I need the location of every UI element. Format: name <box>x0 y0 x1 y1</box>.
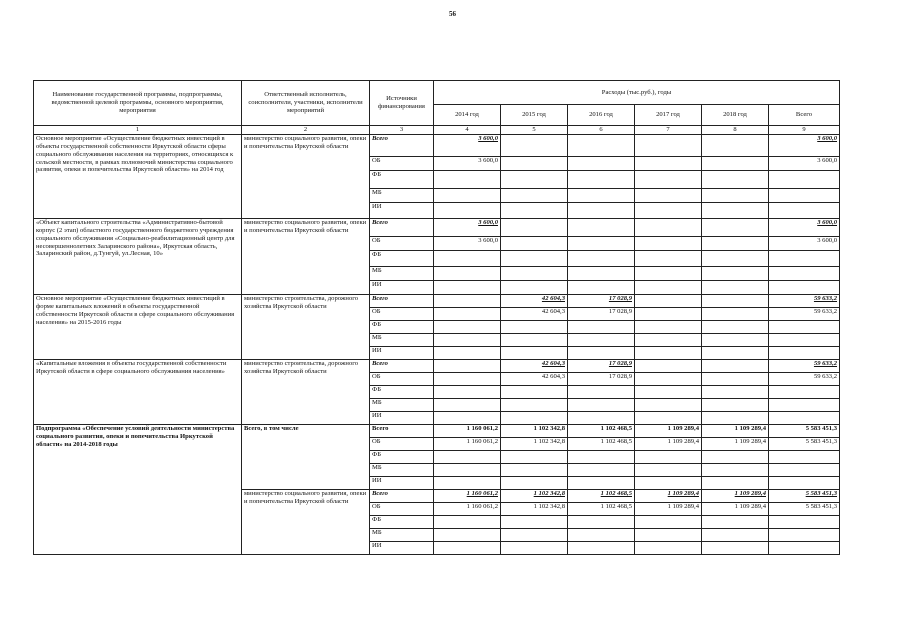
value-cell: 1 109 289,4 <box>635 437 702 450</box>
source-label: Всего <box>370 424 434 437</box>
value-cell <box>769 476 840 489</box>
value-cell <box>434 411 501 424</box>
value-cell <box>635 450 702 463</box>
value-cell <box>501 450 568 463</box>
column-number: 5 <box>501 126 568 135</box>
value-cell <box>635 156 702 170</box>
value-cell: 59 633,2 <box>769 294 840 307</box>
value-cell <box>568 541 635 554</box>
source-label: ОБ <box>370 307 434 320</box>
value-cell <box>434 346 501 359</box>
value-cell <box>769 385 840 398</box>
value-cell <box>702 188 769 202</box>
value-cell <box>501 188 568 202</box>
value-cell <box>434 202 501 218</box>
value-cell <box>635 333 702 346</box>
value-cell: 1 160 061,2 <box>434 437 501 450</box>
value-cell <box>635 236 702 250</box>
value-cell <box>501 346 568 359</box>
value-cell <box>702 463 769 476</box>
value-cell <box>635 134 702 156</box>
value-cell: 59 633,2 <box>769 359 840 372</box>
value-cell: 1 102 342,8 <box>501 502 568 515</box>
value-cell: 42 604,3 <box>501 294 568 307</box>
value-cell <box>635 307 702 320</box>
source-label: ОБ <box>370 437 434 450</box>
header-year: 2017 год <box>635 105 702 126</box>
value-cell <box>434 359 501 372</box>
value-cell <box>769 541 840 554</box>
value-cell <box>568 156 635 170</box>
source-label: ИИ <box>370 280 434 294</box>
source-label: ОБ <box>370 372 434 385</box>
value-cell <box>434 515 501 528</box>
value-cell <box>568 188 635 202</box>
value-cell <box>434 385 501 398</box>
value-cell <box>769 411 840 424</box>
item-executor: министерство социального развития, опеки и попечительства Иркутской области <box>242 134 370 218</box>
subprogram-executor-ministry: министерство социального развития, опеки и попечительства Иркутской области <box>242 489 370 554</box>
table-row <box>34 294 840 307</box>
source-label: МБ <box>370 188 434 202</box>
value-cell <box>702 333 769 346</box>
value-cell: 1 102 468,5 <box>568 424 635 437</box>
value-cell: 1 160 061,2 <box>434 502 501 515</box>
value-cell <box>501 515 568 528</box>
source-label: ОБ <box>370 502 434 515</box>
value-cell <box>769 450 840 463</box>
value-cell: 1 160 061,2 <box>434 489 501 502</box>
value-cell <box>702 218 769 236</box>
value-cell <box>635 372 702 385</box>
value-cell <box>769 170 840 188</box>
value-cell: 1 109 289,4 <box>702 489 769 502</box>
value-cell <box>434 170 501 188</box>
value-cell <box>635 515 702 528</box>
source-label: МБ <box>370 463 434 476</box>
value-cell <box>635 528 702 541</box>
value-cell <box>635 463 702 476</box>
value-cell: 3 600,0 <box>769 156 840 170</box>
value-cell <box>635 170 702 188</box>
column-number: 3 <box>370 126 434 135</box>
value-cell <box>434 372 501 385</box>
value-cell <box>702 359 769 372</box>
value-cell <box>635 385 702 398</box>
value-cell <box>702 385 769 398</box>
value-cell <box>702 294 769 307</box>
column-number: 7 <box>635 126 702 135</box>
value-cell: 42 604,3 <box>501 307 568 320</box>
source-label: ИИ <box>370 346 434 359</box>
value-cell <box>635 250 702 266</box>
source-label: МБ <box>370 398 434 411</box>
header-year: 2018 год <box>702 105 769 126</box>
value-cell <box>769 463 840 476</box>
value-cell <box>635 476 702 489</box>
value-cell <box>501 398 568 411</box>
value-cell: 5 583 451,3 <box>769 437 840 450</box>
value-cell <box>702 266 769 280</box>
subprogram-executor-total: Всего, в том числе <box>242 424 370 489</box>
value-cell <box>568 266 635 280</box>
source-label: ФБ <box>370 250 434 266</box>
value-cell <box>635 359 702 372</box>
value-cell <box>568 333 635 346</box>
value-cell: 1 102 342,8 <box>501 437 568 450</box>
value-cell <box>702 250 769 266</box>
value-cell: 5 583 451,3 <box>769 489 840 502</box>
header-executor: Ответственный исполнитель, соисполнители, участники, исполнители мероприятий <box>242 81 370 126</box>
value-cell <box>434 450 501 463</box>
header-year: 2016 год <box>568 105 635 126</box>
source-label: МБ <box>370 528 434 541</box>
value-cell <box>635 346 702 359</box>
value-cell <box>702 411 769 424</box>
value-cell <box>568 170 635 188</box>
value-cell <box>568 450 635 463</box>
column-number: 9 <box>769 126 840 135</box>
value-cell <box>702 372 769 385</box>
value-cell <box>635 218 702 236</box>
value-cell: 3 600,0 <box>434 134 501 156</box>
value-cell <box>702 280 769 294</box>
value-cell <box>635 411 702 424</box>
value-cell: 42 604,3 <box>501 359 568 372</box>
table-row <box>34 134 840 156</box>
source-label: Всего <box>370 218 434 236</box>
source-label: ФБ <box>370 450 434 463</box>
table-row <box>34 218 840 236</box>
value-cell <box>434 463 501 476</box>
value-cell <box>568 463 635 476</box>
source-label: ОБ <box>370 156 434 170</box>
value-cell <box>769 266 840 280</box>
value-cell <box>635 188 702 202</box>
value-cell: 1 160 061,2 <box>434 424 501 437</box>
value-cell <box>702 528 769 541</box>
value-cell <box>501 250 568 266</box>
value-cell <box>568 346 635 359</box>
source-label: ОБ <box>370 236 434 250</box>
column-number: 4 <box>434 126 501 135</box>
header-sources: Источники финансирования <box>370 81 434 126</box>
value-cell <box>434 266 501 280</box>
page-number: 56 <box>449 10 456 18</box>
value-cell <box>635 541 702 554</box>
value-cell <box>501 385 568 398</box>
source-label: ИИ <box>370 411 434 424</box>
value-cell <box>702 307 769 320</box>
source-label: ИИ <box>370 202 434 218</box>
value-cell: 17 028,9 <box>568 372 635 385</box>
value-cell: 3 600,0 <box>769 236 840 250</box>
value-cell <box>568 528 635 541</box>
value-cell <box>635 398 702 411</box>
value-cell: 3 600,0 <box>434 236 501 250</box>
value-cell: 1 102 468,5 <box>568 437 635 450</box>
value-cell <box>501 476 568 489</box>
value-cell: 42 604,3 <box>501 372 568 385</box>
value-cell: 3 600,0 <box>434 156 501 170</box>
source-label: ИИ <box>370 476 434 489</box>
value-cell <box>434 188 501 202</box>
value-cell <box>635 280 702 294</box>
value-cell: 5 583 451,3 <box>769 502 840 515</box>
value-cell <box>769 250 840 266</box>
table-row <box>34 424 840 437</box>
header-expenses: Расходы (тыс.руб.), годы <box>434 81 840 105</box>
source-label: МБ <box>370 333 434 346</box>
value-cell: 5 583 451,3 <box>769 424 840 437</box>
value-cell <box>501 266 568 280</box>
value-cell <box>568 476 635 489</box>
value-cell <box>434 398 501 411</box>
source-label: Всего <box>370 489 434 502</box>
value-cell <box>769 320 840 333</box>
item-executor: министерство строительства, дорожного хозяйства Иркутской области <box>242 359 370 424</box>
value-cell: 1 109 289,4 <box>702 437 769 450</box>
value-cell: 1 102 342,8 <box>501 424 568 437</box>
value-cell <box>501 528 568 541</box>
value-cell <box>769 202 840 218</box>
value-cell <box>568 515 635 528</box>
value-cell <box>769 333 840 346</box>
value-cell <box>501 202 568 218</box>
value-cell: 1 102 468,5 <box>568 489 635 502</box>
value-cell <box>702 134 769 156</box>
value-cell <box>568 398 635 411</box>
value-cell <box>702 236 769 250</box>
value-cell <box>702 202 769 218</box>
value-cell: 59 633,2 <box>769 307 840 320</box>
value-cell <box>434 476 501 489</box>
source-label: ФБ <box>370 320 434 333</box>
value-cell <box>434 320 501 333</box>
value-cell <box>769 398 840 411</box>
item-name: Основное мероприятие «Осуществление бюджетных инвестиций в объекты государственной собственности Иркутской области сферы социального обслуживания населения на территориях, относящихся к сельской местности, в рамках полномочий министерства социального развития, опеки и попечительства Иркутской области» на 2014 год <box>34 134 242 218</box>
value-cell <box>501 541 568 554</box>
value-cell: 3 600,0 <box>434 218 501 236</box>
value-cell <box>568 250 635 266</box>
source-label: ФБ <box>370 170 434 188</box>
source-label: Всего <box>370 359 434 372</box>
value-cell <box>702 170 769 188</box>
value-cell: 17 028,9 <box>568 307 635 320</box>
value-cell <box>434 280 501 294</box>
value-cell <box>501 280 568 294</box>
value-cell: 17 028,9 <box>568 294 635 307</box>
value-cell <box>702 476 769 489</box>
header-year: 2015 год <box>501 105 568 126</box>
value-cell: 59 633,2 <box>769 372 840 385</box>
value-cell <box>501 156 568 170</box>
value-cell <box>635 294 702 307</box>
item-name: «Объект капитального строительства «Административно-бытовой корпус (2 этап) областного государственного бюджетного учреждения социального обслуживания «Социально-реабилитационный центр для несовершеннолетних Заларинского района», Иркутская область, Заларинский район, д.Тунгуй, ул.Лесная, 10» <box>34 218 242 294</box>
value-cell <box>501 463 568 476</box>
value-cell <box>434 541 501 554</box>
value-cell: 1 102 342,8 <box>501 489 568 502</box>
value-cell <box>434 528 501 541</box>
column-number: 6 <box>568 126 635 135</box>
header-year: Всего <box>769 105 840 126</box>
value-cell <box>702 398 769 411</box>
table-row <box>34 359 840 372</box>
item-executor: министерство строительства, дорожного хозяйства Иркутской области <box>242 294 370 359</box>
value-cell: 1 102 468,5 <box>568 502 635 515</box>
value-cell: 1 109 289,4 <box>635 489 702 502</box>
budget-table <box>33 80 840 555</box>
value-cell <box>769 346 840 359</box>
value-cell <box>702 450 769 463</box>
value-cell <box>501 320 568 333</box>
item-name: Основное мероприятие «Осуществление бюджетных инвестиций в форме капитальных вложений в объекты государственной собственности Иркутской области в сфере социального обслуживания населения» на 2015-2016 годы <box>34 294 242 359</box>
value-cell <box>635 202 702 218</box>
source-label: Всего <box>370 294 434 307</box>
value-cell <box>434 250 501 266</box>
value-cell <box>769 280 840 294</box>
value-cell: 3 600,0 <box>769 218 840 236</box>
value-cell <box>568 218 635 236</box>
value-cell: 3 600,0 <box>769 134 840 156</box>
value-cell <box>501 333 568 346</box>
value-cell <box>501 236 568 250</box>
value-cell <box>568 280 635 294</box>
value-cell <box>501 170 568 188</box>
source-label: ФБ <box>370 385 434 398</box>
value-cell <box>769 528 840 541</box>
item-executor: министерство социального развития, опеки и попечительства Иркутской области <box>242 218 370 294</box>
value-cell: 17 028,9 <box>568 359 635 372</box>
value-cell <box>635 266 702 280</box>
value-cell <box>635 320 702 333</box>
value-cell <box>702 156 769 170</box>
source-label: ФБ <box>370 515 434 528</box>
value-cell <box>568 236 635 250</box>
value-cell <box>702 515 769 528</box>
value-cell <box>769 515 840 528</box>
value-cell <box>568 320 635 333</box>
source-label: Всего <box>370 134 434 156</box>
value-cell <box>568 385 635 398</box>
value-cell: 1 109 289,4 <box>702 502 769 515</box>
value-cell <box>769 188 840 202</box>
source-label: МБ <box>370 266 434 280</box>
item-name: «Капитальные вложения в объекты государственной собственности Иркутской области в сфере социального обслуживания населения» <box>34 359 242 424</box>
source-label: ИИ <box>370 541 434 554</box>
header-name: Наименование государственной программы, подпрограммы, ведомственной целевой программы, основного мероприятия, мероприятия <box>34 81 242 126</box>
column-number: 1 <box>34 126 242 135</box>
value-cell <box>702 320 769 333</box>
value-cell: 1 109 289,4 <box>635 424 702 437</box>
value-cell <box>434 307 501 320</box>
value-cell: 1 109 289,4 <box>702 424 769 437</box>
value-cell <box>434 294 501 307</box>
value-cell <box>501 134 568 156</box>
value-cell <box>501 411 568 424</box>
value-cell <box>568 411 635 424</box>
value-cell <box>702 541 769 554</box>
value-cell: 1 109 289,4 <box>635 502 702 515</box>
subprogram-name: Подпрограмма «Обеспечение условий деятельности министерства социального развития, опеки и попечительства Иркутской области» на 2014-2018 годы <box>34 424 242 554</box>
value-cell <box>702 346 769 359</box>
column-number: 8 <box>702 126 769 135</box>
header-year: 2014 год <box>434 105 501 126</box>
value-cell <box>501 218 568 236</box>
column-number: 2 <box>242 126 370 135</box>
value-cell <box>568 134 635 156</box>
value-cell <box>568 202 635 218</box>
value-cell <box>434 333 501 346</box>
